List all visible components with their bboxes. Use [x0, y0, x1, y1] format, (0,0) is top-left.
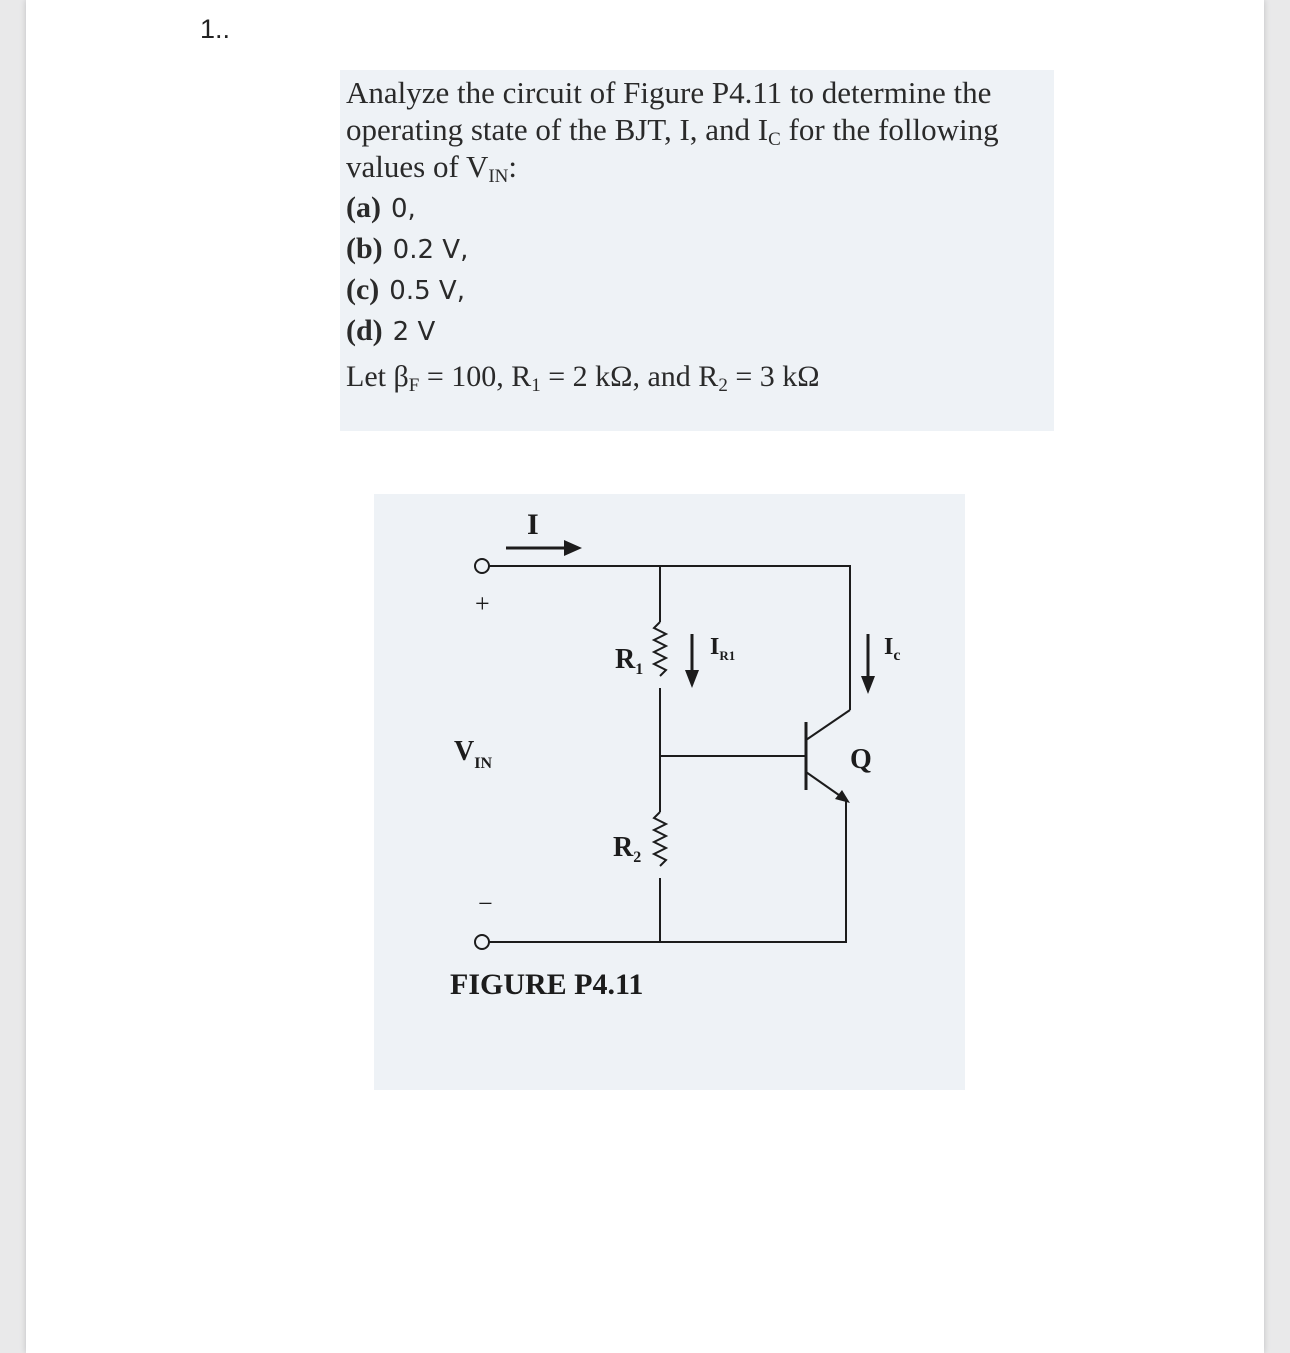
- part-c: (c) 0.5 V,: [346, 273, 465, 306]
- emitter-arrow-icon: [835, 790, 850, 803]
- r2-label: $R_2$: [613, 832, 642, 866]
- vin-label: $V_{IN}$: [454, 736, 493, 772]
- problem-line-2: operating state of the BJT, I, and $I_C$ for the following: [346, 112, 999, 150]
- transistor-q-label: Q: [850, 744, 872, 775]
- given-values: Let $\beta_F = 100$, $R_1 = 2$ kΩ, and $R_2 = 3$ kΩ: [346, 360, 820, 396]
- part-d: (d) 2 V: [346, 314, 436, 347]
- r2-resistor: [654, 812, 666, 866]
- minus-label: −: [478, 889, 493, 918]
- input-terminal-top: [475, 559, 489, 573]
- problem-line-3: values of $V_{IN}$:: [346, 149, 518, 187]
- r1-label: $R_1$: [615, 644, 644, 678]
- circuit-figure: [374, 494, 965, 1090]
- transistor-collector: [806, 710, 850, 740]
- figure-caption: FIGURE P4.11: [450, 968, 644, 1001]
- input-terminal-bottom: [475, 935, 489, 949]
- question-number: 1..: [200, 14, 231, 44]
- parts-list: [346, 188, 1046, 352]
- ic-arrowhead-icon: [861, 676, 875, 694]
- ic-label: $I_c$: [884, 634, 901, 664]
- part-b: (b) 0.2 V,: [346, 232, 469, 265]
- document-page: [26, 0, 1264, 1353]
- ir1-label: $I_{R1}$: [710, 634, 736, 663]
- top-wire: [489, 566, 850, 710]
- part-a: (a) 0,: [346, 191, 416, 224]
- problem-line-1: Analyze the circuit of Figure P4.11 to determine the: [346, 75, 992, 110]
- current-i-arrowhead-icon: [564, 540, 582, 556]
- plus-label: +: [475, 589, 490, 618]
- problem-statement: [340, 70, 1054, 431]
- current-i-label: I: [527, 508, 539, 541]
- r1-resistor: [654, 622, 666, 676]
- bottom-wire: [489, 830, 846, 942]
- circuit-diagram: [374, 494, 965, 1090]
- ir1-arrowhead-icon: [685, 670, 699, 688]
